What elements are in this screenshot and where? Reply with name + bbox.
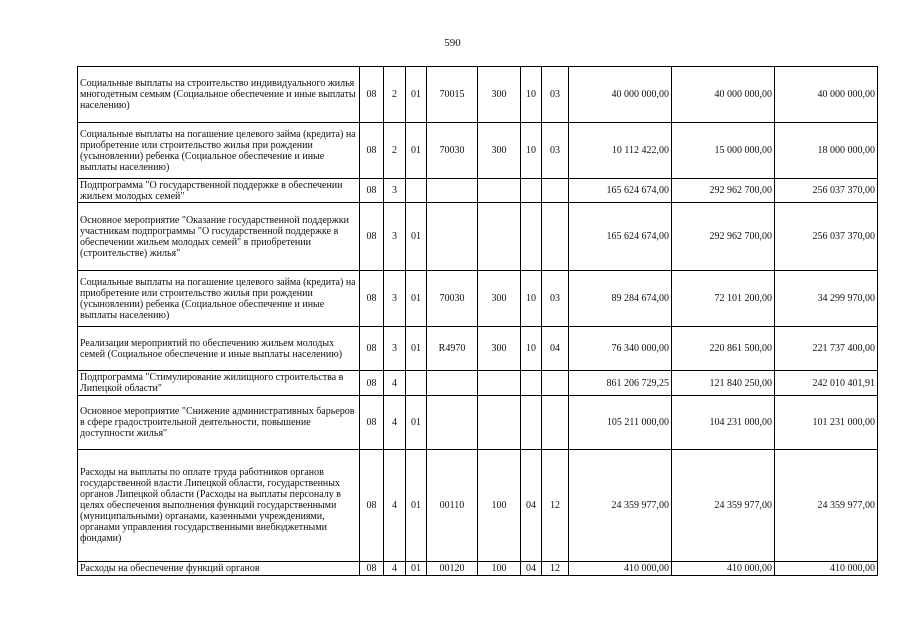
- program-code: 08: [360, 396, 384, 450]
- amount-year-3: 242 010 401,91: [775, 371, 878, 396]
- amount-year-2: 292 962 700,00: [672, 179, 775, 203]
- section-code: 04: [521, 562, 542, 576]
- program-code: 08: [360, 327, 384, 371]
- amount-year-2: 121 840 250,00: [672, 371, 775, 396]
- subprogram-code: 3: [384, 327, 406, 371]
- section-code: 10: [521, 123, 542, 179]
- amount-year-1: 861 206 729,25: [569, 371, 672, 396]
- subsection-code: 12: [542, 562, 569, 576]
- section-code: 10: [521, 271, 542, 327]
- program-code: 08: [360, 271, 384, 327]
- table-row: [78, 327, 878, 371]
- amount-year-1: 410 000,00: [569, 562, 672, 576]
- measure-code: [406, 371, 427, 396]
- subsection-code: 03: [542, 271, 569, 327]
- budget-table: [77, 66, 878, 576]
- row-name: Основное мероприятие "Оказание государственной поддержки участникам подпрограммы "О государственной поддержке в обеспечении жильем молодых семей" в приобретении (строительстве) жилья": [78, 203, 360, 271]
- direction-code: [427, 371, 478, 396]
- expense-type-code: [478, 371, 521, 396]
- subprogram-code: 4: [384, 371, 406, 396]
- amount-year-3: 101 231 000,00: [775, 396, 878, 450]
- row-name: Социальные выплаты на строительство индивидуального жилья многодетным семьям (Социальное обеспечение и иные выплаты населению): [78, 67, 360, 123]
- amount-year-3: 18 000 000,00: [775, 123, 878, 179]
- table-row: [78, 396, 878, 450]
- amount-year-1: 105 211 000,00: [569, 396, 672, 450]
- direction-code: R4970: [427, 327, 478, 371]
- program-code: 08: [360, 371, 384, 396]
- amount-year-1: 165 624 674,00: [569, 179, 672, 203]
- table-row: [78, 450, 878, 562]
- page-number: 590: [444, 37, 461, 49]
- amount-year-2: 40 000 000,00: [672, 67, 775, 123]
- row-name: Подпрограмма "Стимулирование жилищного строительства в Липецкой области": [78, 371, 360, 396]
- subsection-code: 12: [542, 450, 569, 562]
- subsection-code: [542, 371, 569, 396]
- direction-code: 00110: [427, 450, 478, 562]
- amount-year-3: 256 037 370,00: [775, 203, 878, 271]
- table-row: [78, 179, 878, 203]
- row-name: Расходы на выплаты по оплате труда работников органов государственной власти Липецкой области, государственных органов Липецкой области (Расходы на выплаты персоналу в целях обеспечения выполнения функций государственными (муниципальными) органами, казенными учреждениями, органами управления государственными внебюджетными фондами): [78, 450, 360, 562]
- expense-type-code: 100: [478, 450, 521, 562]
- program-code: 08: [360, 67, 384, 123]
- table-row: [78, 67, 878, 123]
- section-code: [521, 371, 542, 396]
- subsection-code: 04: [542, 327, 569, 371]
- amount-year-2: 410 000,00: [672, 562, 775, 576]
- amount-year-1: 24 359 977,00: [569, 450, 672, 562]
- expense-type-code: 100: [478, 562, 521, 576]
- measure-code: 01: [406, 67, 427, 123]
- table-row: [78, 203, 878, 271]
- table-row: [78, 562, 878, 576]
- table-row: [78, 271, 878, 327]
- direction-code: 00120: [427, 562, 478, 576]
- subprogram-code: 3: [384, 203, 406, 271]
- expense-type-code: [478, 179, 521, 203]
- amount-year-3: 34 299 970,00: [775, 271, 878, 327]
- table-body: [78, 67, 878, 576]
- subsection-code: [542, 203, 569, 271]
- row-name: Реализация мероприятий по обеспечению жильем молодых семей (Социальное обеспечение и иные выплаты населению): [78, 327, 360, 371]
- measure-code: 01: [406, 123, 427, 179]
- amount-year-1: 40 000 000,00: [569, 67, 672, 123]
- expense-type-code: 300: [478, 67, 521, 123]
- subprogram-code: 3: [384, 271, 406, 327]
- row-name: Основное мероприятие "Снижение административных барьеров в сфере градостроительной деятельности, повышение доступности жилья": [78, 396, 360, 450]
- amount-year-2: 104 231 000,00: [672, 396, 775, 450]
- expense-type-code: [478, 396, 521, 450]
- direction-code: [427, 203, 478, 271]
- direction-code: 70030: [427, 123, 478, 179]
- amount-year-3: 24 359 977,00: [775, 450, 878, 562]
- measure-code: 01: [406, 271, 427, 327]
- expense-type-code: 300: [478, 327, 521, 371]
- direction-code: [427, 179, 478, 203]
- subsection-code: 03: [542, 123, 569, 179]
- direction-code: [427, 396, 478, 450]
- expense-type-code: 300: [478, 271, 521, 327]
- subprogram-code: 3: [384, 179, 406, 203]
- measure-code: [406, 179, 427, 203]
- amount-year-2: 15 000 000,00: [672, 123, 775, 179]
- measure-code: 01: [406, 450, 427, 562]
- subprogram-code: 4: [384, 396, 406, 450]
- amount-year-2: 72 101 200,00: [672, 271, 775, 327]
- amount-year-3: 256 037 370,00: [775, 179, 878, 203]
- table-row: [78, 371, 878, 396]
- subsection-code: [542, 396, 569, 450]
- subprogram-code: 4: [384, 562, 406, 576]
- program-code: 08: [360, 123, 384, 179]
- measure-code: 01: [406, 562, 427, 576]
- row-name: Расходы на обеспечение функций органов: [78, 562, 360, 576]
- subsection-code: [542, 179, 569, 203]
- row-name: Социальные выплаты на погашение целевого займа (кредита) на приобретение или строительство жилья при рождении (усыновлении) ребенка (Социальное обеспечение и иные выплаты населению): [78, 271, 360, 327]
- program-code: 08: [360, 179, 384, 203]
- amount-year-2: 292 962 700,00: [672, 203, 775, 271]
- direction-code: 70015: [427, 67, 478, 123]
- subprogram-code: 2: [384, 123, 406, 179]
- amount-year-1: 76 340 000,00: [569, 327, 672, 371]
- measure-code: 01: [406, 327, 427, 371]
- amount-year-3: 40 000 000,00: [775, 67, 878, 123]
- subprogram-code: 4: [384, 450, 406, 562]
- section-code: 10: [521, 327, 542, 371]
- subprogram-code: 2: [384, 67, 406, 123]
- amount-year-3: 410 000,00: [775, 562, 878, 576]
- section-code: [521, 396, 542, 450]
- amount-year-1: 165 624 674,00: [569, 203, 672, 271]
- section-code: [521, 179, 542, 203]
- amount-year-3: 221 737 400,00: [775, 327, 878, 371]
- amount-year-1: 10 112 422,00: [569, 123, 672, 179]
- program-code: 08: [360, 562, 384, 576]
- measure-code: 01: [406, 396, 427, 450]
- program-code: 08: [360, 203, 384, 271]
- amount-year-2: 220 861 500,00: [672, 327, 775, 371]
- row-name: Социальные выплаты на погашение целевого займа (кредита) на приобретение или строительство жилья при рождении (усыновлении) ребенка (Социальное обеспечение и иные выплаты населению): [78, 123, 360, 179]
- measure-code: 01: [406, 203, 427, 271]
- direction-code: 70030: [427, 271, 478, 327]
- section-code: 10: [521, 67, 542, 123]
- expense-type-code: [478, 203, 521, 271]
- table-row: [78, 123, 878, 179]
- program-code: 08: [360, 450, 384, 562]
- amount-year-2: 24 359 977,00: [672, 450, 775, 562]
- expense-type-code: 300: [478, 123, 521, 179]
- section-code: [521, 203, 542, 271]
- subsection-code: 03: [542, 67, 569, 123]
- amount-year-1: 89 284 674,00: [569, 271, 672, 327]
- section-code: 04: [521, 450, 542, 562]
- row-name: Подпрограмма "О государственной поддержке в обеспечении жильем молодых семей": [78, 179, 360, 203]
